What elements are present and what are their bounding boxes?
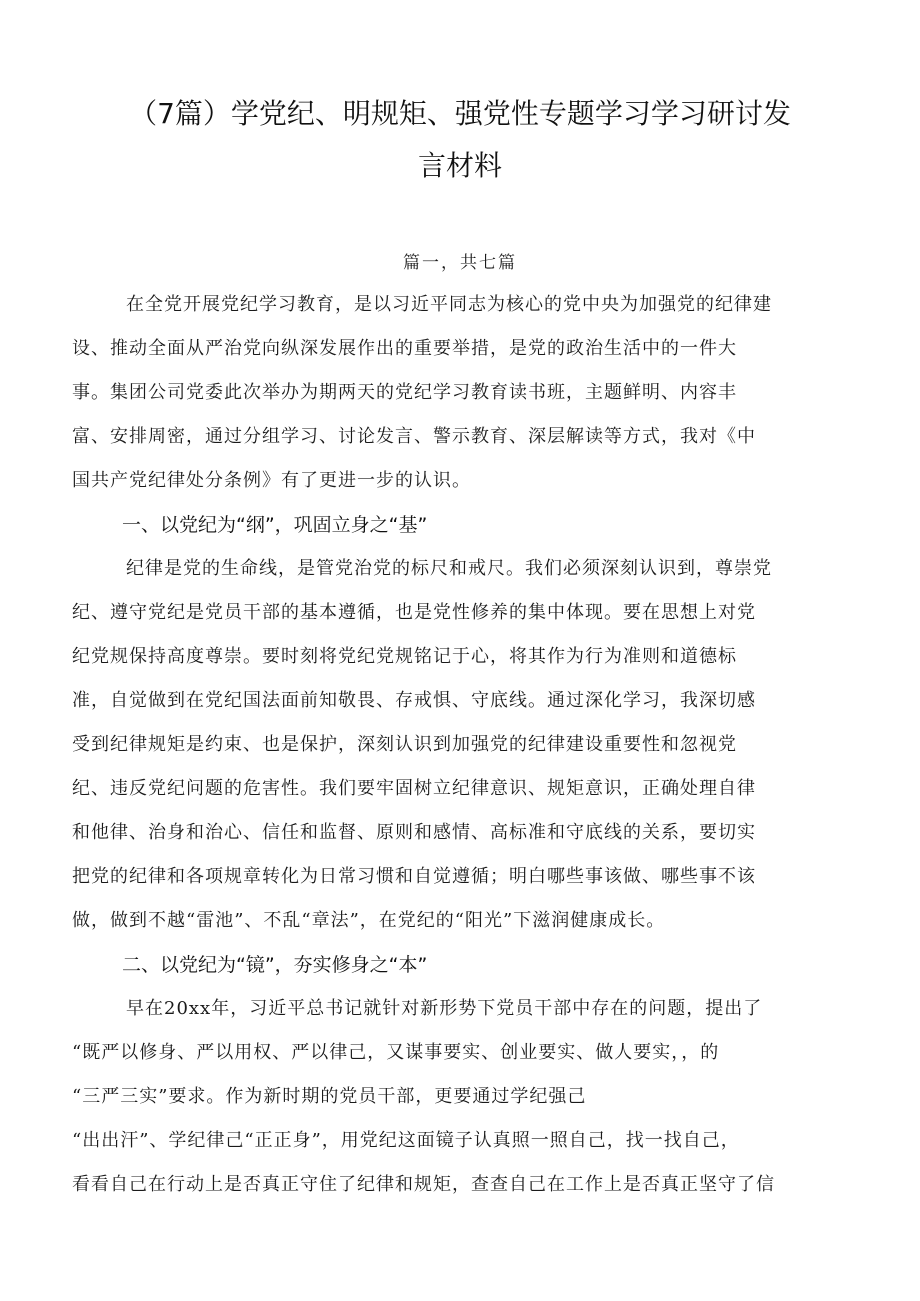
paragraph-line: 受到纪律规矩是约束、也是保护，深刻认识到加强党的纪律建设重要性和忽视党: [72, 734, 737, 755]
paragraph-line: 看看自己在行动上是否真正守住了纪律和规矩，查查自己在工作上是否真正坚守了信: [72, 1174, 775, 1195]
paragraph-line: “既严以修身、严以用权、严以律己，又谋事要实、创业要实、做人要实，，的: [72, 1042, 720, 1063]
intro-line: 事。集团公司党委此次举办为期两天的党纪学习教育读书班，主题鲜明、内容丰: [72, 382, 737, 403]
intro-line: 在全党开展党纪学习教育，是以习近平同志为核心的党中央为加强党的纪律建: [126, 294, 772, 315]
document-title: [60, 88, 860, 192]
intro-line: 富、安排周密，通过分组学习、讨论发言、警示教育、深层解读等方式，我对《中: [72, 426, 756, 447]
paragraph-line: 把党的纪律和各项规章转化为日常习惯和自觉遵循；明白哪些事该做、哪些事不该: [72, 866, 756, 887]
paragraph-line: 纪、违反党纪问题的危害性。我们要牢固树立纪律意识、规矩意识，正确处理自律: [72, 778, 756, 799]
paragraph-line: 和他律、治身和治心、信任和监督、原则和感情、高标准和守底线的关系，要切实: [72, 822, 756, 843]
section-label: 篇一，共七篇: [403, 253, 517, 273]
title-line-1: （7篇）学党纪、明规矩、强党性专题学习学习研讨发: [129, 97, 791, 130]
paragraph-line: 早在20xx年，习近平总书记就针对新形势下党员干部中存在的问题，提出了: [126, 998, 763, 1019]
paragraph-line: 做，做到不越“雷池”、不乱“章法”，在党纪的“阳光”下滋润健康成长。: [72, 910, 666, 931]
section-heading-1: 一、以党纪为“纲”，巩固立身之“基”: [122, 514, 428, 536]
title-line-2: 言材料: [417, 149, 502, 182]
paragraph-line: 纪、遵守党纪是党员干部的基本遵循，也是党性修养的集中体现。要在思想上对党: [72, 602, 756, 623]
paragraph-line: 准，自觉做到在党纪国法面前知敬畏、存戒惧、守底线。通过深化学习，我深切感: [72, 690, 756, 711]
section-heading-2: 二、以党纪为“镜”，夯实修身之“本”: [122, 954, 428, 976]
paragraph-line: “三严三实”要求。作为新时期的党员干部，更要通过学纪强己: [72, 1086, 587, 1107]
paragraph-line: 纪律是党的生命线，是管党治党的标尺和戒尺。我们必须深刻认识到，尊崇党: [126, 558, 772, 579]
paragraph-line: 纪党规保持高度尊崇。要时刻将党纪党规铭记于心，将其作为行为准则和道德标: [72, 646, 737, 667]
intro-line: 设、推动全面从严治党向纵深发展作出的重要举措，是党的政治生活中的一件大: [72, 338, 737, 359]
intro-line: 国共产党纪律处分条例》有了更进一步的认识。: [72, 470, 471, 491]
paragraph-line: “出出汗”、学纪律己“正正身”，用党纪这面镜子认真照一照自己，找一找自己，: [72, 1130, 740, 1151]
